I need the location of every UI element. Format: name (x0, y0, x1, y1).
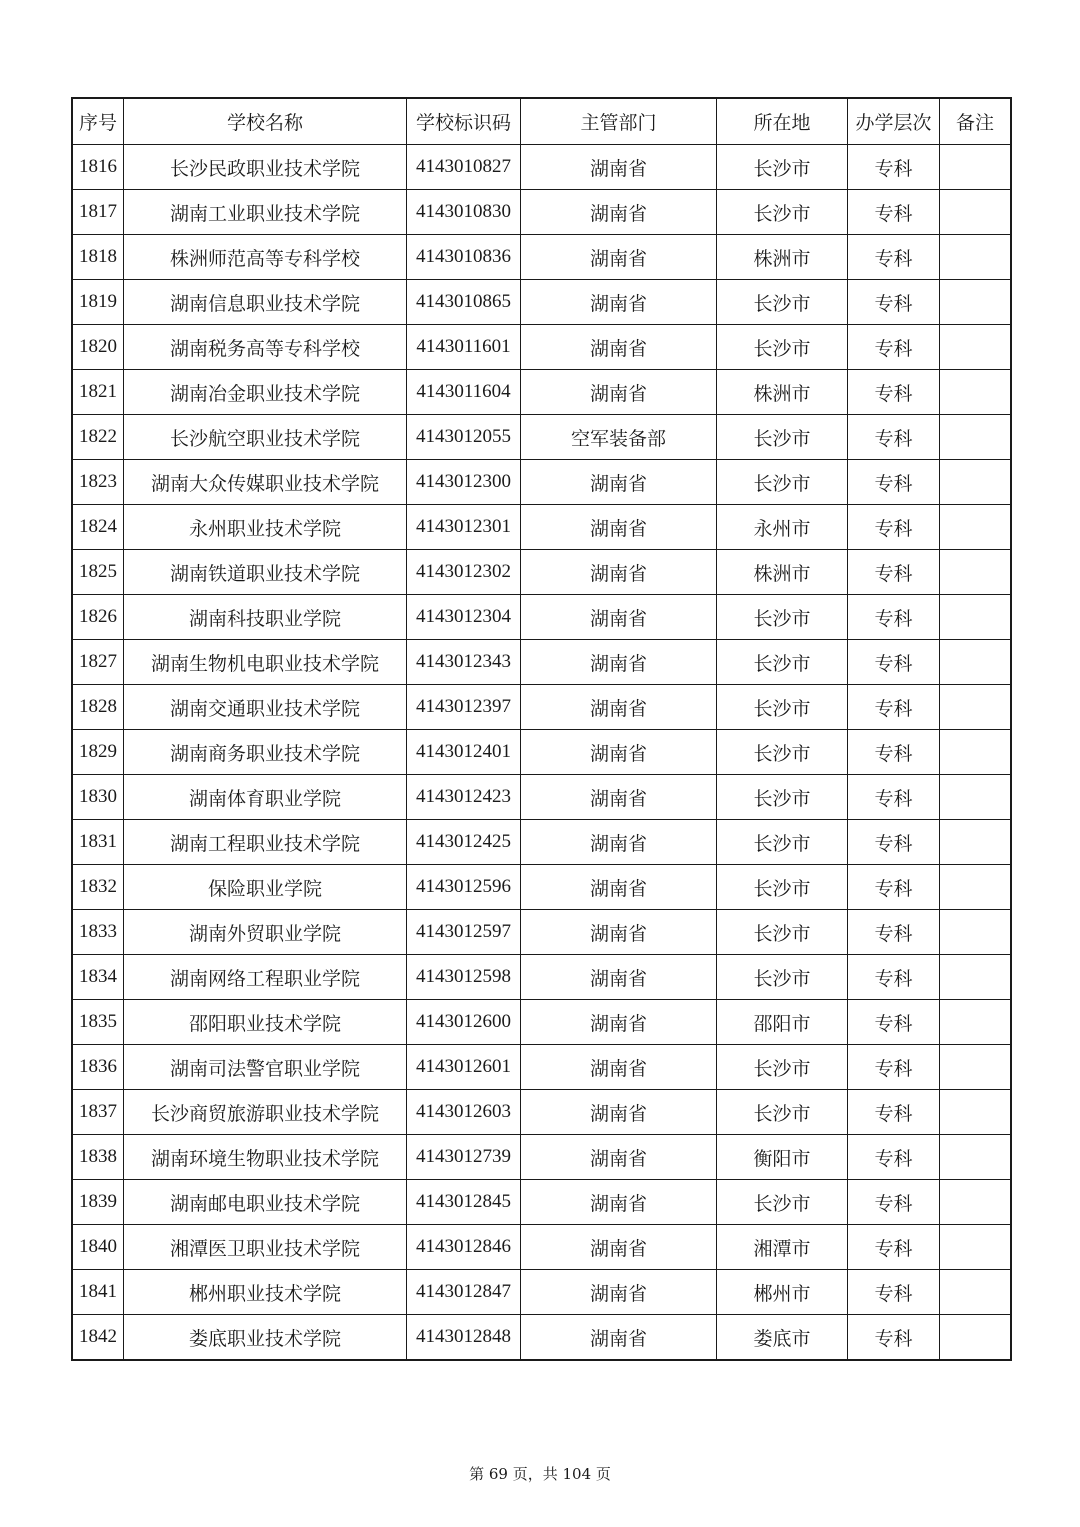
table-row (72, 1315, 1011, 1361)
cell-note (940, 280, 1012, 325)
cell-school-name: 湖南邮电职业技术学院 (124, 1180, 407, 1225)
cell-department: 湖南省 (521, 1135, 717, 1180)
table-row (72, 640, 1011, 685)
table-row (72, 685, 1011, 730)
cell-seq: 1824 (72, 505, 124, 550)
cell-seq: 1839 (72, 1180, 124, 1225)
cell-location: 永州市 (717, 505, 848, 550)
header-department: 主管部门 (521, 98, 717, 145)
cell-note (940, 145, 1012, 190)
cell-location: 株洲市 (717, 550, 848, 595)
cell-seq: 1821 (72, 370, 124, 415)
cell-department: 湖南省 (521, 145, 717, 190)
cell-seq: 1827 (72, 640, 124, 685)
cell-seq: 1826 (72, 595, 124, 640)
cell-seq: 1819 (72, 280, 124, 325)
cell-seq: 1838 (72, 1135, 124, 1180)
cell-location: 长沙市 (717, 415, 848, 460)
header-seq: 序号 (72, 98, 124, 145)
table-row (72, 550, 1011, 595)
cell-level: 专科 (848, 910, 940, 955)
cell-school-name: 株洲师范高等专科学校 (124, 235, 407, 280)
cell-level: 专科 (848, 595, 940, 640)
cell-location: 长沙市 (717, 955, 848, 1000)
table-row (72, 730, 1011, 775)
cell-department: 湖南省 (521, 370, 717, 415)
cell-note (940, 775, 1012, 820)
cell-note (940, 1270, 1012, 1315)
cell-level: 专科 (848, 1315, 940, 1361)
cell-department: 湖南省 (521, 595, 717, 640)
cell-note (940, 550, 1012, 595)
cell-school-name: 湖南体育职业学院 (124, 775, 407, 820)
cell-school-code: 4143012597 (407, 910, 521, 955)
cell-seq: 1841 (72, 1270, 124, 1315)
cell-location: 长沙市 (717, 460, 848, 505)
cell-school-name: 永州职业技术学院 (124, 505, 407, 550)
table-row (72, 1045, 1011, 1090)
cell-level: 专科 (848, 190, 940, 235)
cell-school-name: 湖南冶金职业技术学院 (124, 370, 407, 415)
cell-department: 空军装备部 (521, 415, 717, 460)
cell-level: 专科 (848, 1180, 940, 1225)
cell-location: 长沙市 (717, 730, 848, 775)
cell-department: 湖南省 (521, 910, 717, 955)
cell-school-name: 湖南司法警官职业学院 (124, 1045, 407, 1090)
cell-school-name: 郴州职业技术学院 (124, 1270, 407, 1315)
cell-location: 长沙市 (717, 775, 848, 820)
cell-department: 湖南省 (521, 1315, 717, 1361)
cell-school-code: 4143012300 (407, 460, 521, 505)
table-row (72, 1180, 1011, 1225)
cell-school-name: 湖南科技职业学院 (124, 595, 407, 640)
cell-note (940, 1090, 1012, 1135)
table-row (72, 1090, 1011, 1135)
cell-level: 专科 (848, 1090, 940, 1135)
cell-school-name: 保险职业学院 (124, 865, 407, 910)
cell-location: 娄底市 (717, 1315, 848, 1361)
cell-department: 湖南省 (521, 1000, 717, 1045)
cell-location: 长沙市 (717, 595, 848, 640)
cell-department: 湖南省 (521, 775, 717, 820)
school-list-table (71, 97, 1012, 1361)
cell-department: 湖南省 (521, 640, 717, 685)
cell-seq: 1835 (72, 1000, 124, 1045)
cell-seq: 1820 (72, 325, 124, 370)
cell-location: 长沙市 (717, 1045, 848, 1090)
table-row (72, 370, 1011, 415)
cell-seq: 1817 (72, 190, 124, 235)
cell-department: 湖南省 (521, 235, 717, 280)
cell-school-code: 4143012603 (407, 1090, 521, 1135)
cell-note (940, 595, 1012, 640)
cell-department: 湖南省 (521, 685, 717, 730)
table-row (72, 280, 1011, 325)
cell-school-name: 湖南大众传媒职业技术学院 (124, 460, 407, 505)
cell-seq: 1830 (72, 775, 124, 820)
cell-department: 湖南省 (521, 460, 717, 505)
cell-seq: 1822 (72, 415, 124, 460)
table-row (72, 865, 1011, 910)
table-row (72, 145, 1011, 190)
cell-department: 湖南省 (521, 280, 717, 325)
cell-note (940, 235, 1012, 280)
table-row (72, 190, 1011, 235)
cell-level: 专科 (848, 460, 940, 505)
cell-location: 邵阳市 (717, 1000, 848, 1045)
cell-location: 湘潭市 (717, 1225, 848, 1270)
cell-note (940, 505, 1012, 550)
table-row (72, 1135, 1011, 1180)
cell-level: 专科 (848, 640, 940, 685)
cell-school-code: 4143012847 (407, 1270, 521, 1315)
cell-level: 专科 (848, 1270, 940, 1315)
header-level: 办学层次 (848, 98, 940, 145)
cell-level: 专科 (848, 685, 940, 730)
header-school-name: 学校名称 (124, 98, 407, 145)
table-row (72, 505, 1011, 550)
cell-school-code: 4143012055 (407, 415, 521, 460)
cell-seq: 1829 (72, 730, 124, 775)
cell-school-code: 4143012596 (407, 865, 521, 910)
cell-school-name: 湖南工程职业技术学院 (124, 820, 407, 865)
cell-school-name: 邵阳职业技术学院 (124, 1000, 407, 1045)
cell-note (940, 325, 1012, 370)
cell-note (940, 1135, 1012, 1180)
cell-level: 专科 (848, 730, 940, 775)
cell-department: 湖南省 (521, 505, 717, 550)
cell-location: 长沙市 (717, 190, 848, 235)
cell-level: 专科 (848, 1045, 940, 1090)
cell-school-code: 4143012848 (407, 1315, 521, 1361)
table-row (72, 1270, 1011, 1315)
cell-note (940, 1180, 1012, 1225)
cell-school-code: 4143012304 (407, 595, 521, 640)
cell-school-code: 4143010865 (407, 280, 521, 325)
cell-location: 长沙市 (717, 865, 848, 910)
cell-location: 长沙市 (717, 820, 848, 865)
cell-level: 专科 (848, 280, 940, 325)
cell-school-name: 湖南交通职业技术学院 (124, 685, 407, 730)
cell-level: 专科 (848, 505, 940, 550)
cell-note (940, 910, 1012, 955)
cell-school-code: 4143012598 (407, 955, 521, 1000)
cell-note (940, 1000, 1012, 1045)
cell-school-name: 湖南生物机电职业技术学院 (124, 640, 407, 685)
cell-seq: 1828 (72, 685, 124, 730)
cell-location: 长沙市 (717, 910, 848, 955)
cell-level: 专科 (848, 145, 940, 190)
cell-school-code: 4143012425 (407, 820, 521, 865)
cell-seq: 1816 (72, 145, 124, 190)
cell-seq: 1823 (72, 460, 124, 505)
table-row (72, 415, 1011, 460)
cell-location: 郴州市 (717, 1270, 848, 1315)
cell-seq: 1834 (72, 955, 124, 1000)
cell-level: 专科 (848, 1000, 940, 1045)
cell-note (940, 865, 1012, 910)
cell-location: 长沙市 (717, 685, 848, 730)
cell-seq: 1837 (72, 1090, 124, 1135)
cell-school-code: 4143012845 (407, 1180, 521, 1225)
cell-seq: 1832 (72, 865, 124, 910)
cell-school-name: 长沙民政职业技术学院 (124, 145, 407, 190)
cell-school-name: 湖南商务职业技术学院 (124, 730, 407, 775)
cell-school-code: 4143012301 (407, 505, 521, 550)
cell-department: 湖南省 (521, 730, 717, 775)
cell-school-code: 4143011601 (407, 325, 521, 370)
cell-department: 湖南省 (521, 865, 717, 910)
cell-school-code: 4143011604 (407, 370, 521, 415)
cell-location: 长沙市 (717, 325, 848, 370)
header-row (72, 98, 1011, 145)
table-body (72, 145, 1011, 1361)
cell-seq: 1818 (72, 235, 124, 280)
cell-level: 专科 (848, 325, 940, 370)
cell-department: 湖南省 (521, 1045, 717, 1090)
table-row (72, 325, 1011, 370)
cell-location: 长沙市 (717, 1180, 848, 1225)
cell-note (940, 190, 1012, 235)
cell-note (940, 1045, 1012, 1090)
cell-seq: 1842 (72, 1315, 124, 1361)
cell-note (940, 730, 1012, 775)
cell-level: 专科 (848, 865, 940, 910)
cell-school-name: 湖南工业职业技术学院 (124, 190, 407, 235)
cell-school-name: 长沙航空职业技术学院 (124, 415, 407, 460)
cell-department: 湖南省 (521, 190, 717, 235)
table-row (72, 595, 1011, 640)
table-header (72, 98, 1011, 145)
cell-school-name: 湖南环境生物职业技术学院 (124, 1135, 407, 1180)
cell-school-name: 湖南信息职业技术学院 (124, 280, 407, 325)
cell-level: 专科 (848, 820, 940, 865)
cell-note (940, 685, 1012, 730)
cell-department: 湖南省 (521, 1180, 717, 1225)
cell-school-code: 4143012343 (407, 640, 521, 685)
cell-level: 专科 (848, 550, 940, 595)
cell-school-name: 长沙商贸旅游职业技术学院 (124, 1090, 407, 1135)
cell-department: 湖南省 (521, 955, 717, 1000)
cell-school-name: 湖南铁道职业技术学院 (124, 550, 407, 595)
cell-school-name: 湖南税务高等专科学校 (124, 325, 407, 370)
cell-department: 湖南省 (521, 325, 717, 370)
cell-location: 株洲市 (717, 235, 848, 280)
cell-school-code: 4143010827 (407, 145, 521, 190)
table-row (72, 1225, 1011, 1270)
cell-school-code: 4143012600 (407, 1000, 521, 1045)
header-note: 备注 (940, 98, 1012, 145)
cell-note (940, 415, 1012, 460)
cell-seq: 1840 (72, 1225, 124, 1270)
cell-seq: 1836 (72, 1045, 124, 1090)
cell-school-code: 4143012739 (407, 1135, 521, 1180)
table-row (72, 460, 1011, 505)
cell-school-code: 4143012423 (407, 775, 521, 820)
cell-location: 长沙市 (717, 1090, 848, 1135)
cell-school-code: 4143010830 (407, 190, 521, 235)
cell-level: 专科 (848, 235, 940, 280)
cell-note (940, 955, 1012, 1000)
cell-location: 衡阳市 (717, 1135, 848, 1180)
table-row (72, 775, 1011, 820)
cell-note (940, 1315, 1012, 1361)
cell-school-name: 湘潭医卫职业技术学院 (124, 1225, 407, 1270)
cell-department: 湖南省 (521, 1225, 717, 1270)
cell-school-code: 4143012601 (407, 1045, 521, 1090)
cell-department: 湖南省 (521, 550, 717, 595)
cell-note (940, 370, 1012, 415)
cell-school-code: 4143012401 (407, 730, 521, 775)
cell-school-code: 4143012397 (407, 685, 521, 730)
cell-level: 专科 (848, 775, 940, 820)
cell-note (940, 640, 1012, 685)
cell-level: 专科 (848, 415, 940, 460)
cell-level: 专科 (848, 955, 940, 1000)
cell-level: 专科 (848, 1225, 940, 1270)
cell-school-name: 湖南外贸职业学院 (124, 910, 407, 955)
table-row (72, 910, 1011, 955)
cell-department: 湖南省 (521, 1090, 717, 1135)
cell-school-code: 4143012846 (407, 1225, 521, 1270)
cell-note (940, 1225, 1012, 1270)
school-list-table-container (71, 97, 1012, 1361)
header-school-code: 学校标识码 (407, 98, 521, 145)
cell-seq: 1825 (72, 550, 124, 595)
cell-location: 长沙市 (717, 145, 848, 190)
page-number-footer: 第 69 页，共 104 页 (469, 1465, 611, 1483)
cell-note (940, 820, 1012, 865)
cell-seq: 1833 (72, 910, 124, 955)
cell-seq: 1831 (72, 820, 124, 865)
table-row (72, 235, 1011, 280)
table-row (72, 820, 1011, 865)
cell-department: 湖南省 (521, 820, 717, 865)
cell-note (940, 460, 1012, 505)
cell-school-code: 4143010836 (407, 235, 521, 280)
table-row (72, 1000, 1011, 1045)
cell-location: 长沙市 (717, 280, 848, 325)
cell-school-name: 娄底职业技术学院 (124, 1315, 407, 1361)
header-location: 所在地 (717, 98, 848, 145)
cell-level: 专科 (848, 1135, 940, 1180)
cell-school-name: 湖南网络工程职业学院 (124, 955, 407, 1000)
cell-level: 专科 (848, 370, 940, 415)
cell-school-code: 4143012302 (407, 550, 521, 595)
cell-department: 湖南省 (521, 1270, 717, 1315)
table-row (72, 955, 1011, 1000)
cell-location: 长沙市 (717, 640, 848, 685)
cell-location: 株洲市 (717, 370, 848, 415)
